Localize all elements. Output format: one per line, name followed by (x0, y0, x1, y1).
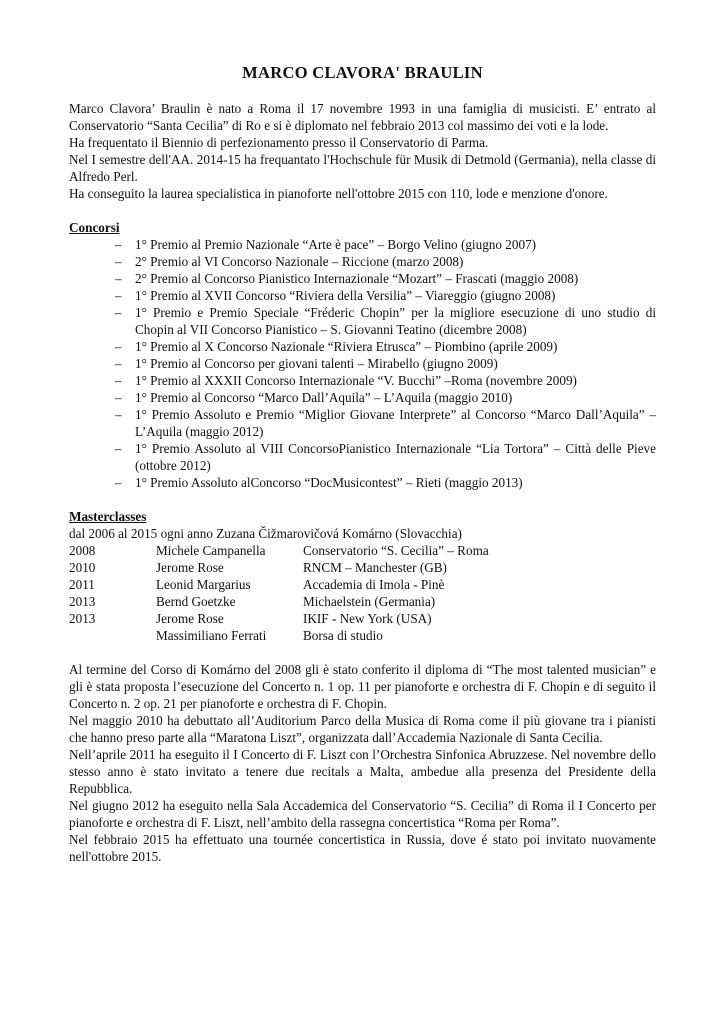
awards-list (69, 236, 656, 491)
year-cell: 2013 (69, 611, 96, 626)
award-item: – 1° Premio e Premio Speciale “Fréderic Chopin” per la migliore esecuzione di uno studio di Chopin al VII Concorso Pianistico – S. Giovanni Teatino (dicembre 2008) (115, 304, 656, 338)
table-row (69, 576, 489, 593)
award-item: – 1° Premio Assoluto e Premio “Miglior Giovane Interprete” al Concorso “Marco Dall’Aquila” – L’Aquila (maggio 2012) (115, 406, 656, 440)
masterclasses-section (69, 508, 656, 644)
year-cell: 2011 (69, 577, 95, 592)
spacer (69, 644, 656, 661)
table-row (69, 593, 489, 610)
page-title: MARCO CLAVORA' BRAULIN (242, 63, 483, 82)
masterclasses-intro: dal 2006 al 2015 ogni anno Zuzana Čižmarovičová Komárno (Slovacchia) (69, 526, 462, 541)
table-row (69, 610, 489, 627)
bio-paragraph: Ha conseguito la laurea specialistica in pianoforte nell'ottobre 2015 con 110, lode e menzione d'onore. (69, 186, 608, 201)
teacher-cell: Jerome Rose (156, 560, 224, 575)
teacher-cell: Massimiliano Ferrati (156, 628, 267, 643)
table-row (69, 627, 489, 644)
place-cell: RNCM – Manchester (GB) (303, 560, 447, 575)
career-paragraph: Nel giugno 2012 ha eseguito nella Sala Accademica del Conservatorio “S. Cecilia” di Roma il I Concerto per pianoforte e orchestra di F. Liszt, nell’ambito della rassegna concertistica “Roma per Roma”. (69, 798, 656, 830)
place-cell: Borsa di studio (303, 628, 383, 643)
award-item: – 1° Premio al Concorso “Marco Dall’Aquila” – L’Aquila (maggio 2010) (115, 389, 656, 406)
award-item: – 1° Premio al Concorso per giovani talenti – Mirabello (giugno 2009) (115, 355, 656, 372)
award-item: – 1° Premio al X Concorso Nazionale “Riviera Etrusca” – Piombino (aprile 2009) (115, 338, 656, 355)
place-cell: Michaelstein (Germania) (303, 594, 436, 609)
award-item: – 2° Premio al Concorso Pianistico Internazionale “Mozart” – Frascati (maggio 2008) (115, 270, 656, 287)
spacer (69, 202, 656, 219)
teacher-cell: Jerome Rose (156, 611, 224, 626)
table-row (69, 559, 489, 576)
career-paragraph: Nel maggio 2010 ha debuttato all’Auditorium Parco della Musica di Roma come il più giovane tra i pianisti che hanno preso parte alla “Maratona Liszt”, organizzata dall’Accademia Nazionale di Santa Cecilia. (69, 713, 656, 745)
bio-paragraph: Marco Clavora’ Braulin è nato a Roma il 17 novembre 1993 in una famiglia di musicisti. E’ entrato al Conservatorio “Santa Cecilia” di Ro e si è diplomato nel febbraio 2013 col massimo dei voti e la lode. (69, 101, 656, 133)
year-cell: 2008 (69, 543, 96, 558)
career-paragraph: Nel febbraio 2015 ha effettuato una tournée concertistica in Russia, dove é stato poi invitato nuovamente nell'ottobre 2015. (69, 832, 656, 864)
career-paragraph: Al termine del Corso di Komárno del 2008 gli è stato conferito il diploma di “The most talented musician” e gli è stata proposta l’esecuzione del Concerto n. 1 op. 11 per pianoforte e orchestra di F. Chopin e di seguito il Concerto n. 2 op. 21 per pianoforte e orchestra di F. Chopin. (69, 662, 656, 711)
concorsi-title: Concorsi (69, 220, 120, 235)
concorsi-section (69, 219, 656, 491)
teacher-cell: Bernd Goetzke (156, 594, 236, 609)
bio-paragraph: Nel I semestre dell'AA. 2014-15 ha frequantato l'Hochschule für Musik di Detmold (Germania), nella classe di Alfredo Perl. (69, 152, 656, 184)
place-cell: Accademia di Imola - Pinè (303, 577, 445, 592)
year-cell (69, 627, 156, 644)
spacer (69, 491, 656, 508)
teacher-cell: Michele Campanella (156, 543, 266, 558)
award-item: – 1° Premio al Premio Nazionale “Arte è pace” – Borgo Velino (giugno 2007) (115, 236, 656, 253)
career-section (69, 661, 656, 865)
year-cell: 2013 (69, 594, 96, 609)
career-paragraph: Nell’aprile 2011 ha eseguito il I Concerto di F. Liszt con l’Orchestra Sinfonica Abruzzese. Nel novembre dello stesso anno è stato invitato a tenere due recitals a Malta, ambedue alla presenza del Presidente della Repubblica. (69, 747, 656, 796)
masterclasses-table (69, 542, 489, 644)
place-cell: IKIF - New York (USA) (303, 611, 432, 626)
teacher-cell: Leonid Margarius (156, 577, 251, 592)
bio-paragraph: Ha frequentato il Biennio di perfezionamento presso il Conservatorio di Parma. (69, 135, 489, 150)
year-cell: 2010 (69, 560, 96, 575)
award-item: – 1° Premio Assoluto alConcorso “DocMusicontest” – Rieti (maggio 2013) (115, 474, 656, 491)
table-row (69, 542, 489, 559)
place-cell: Conservatorio “S. Cecilia” – Roma (303, 543, 489, 558)
award-item: – 1° Premio al XVII Concorso “Riviera della Versilia” – Viareggio (giugno 2008) (115, 287, 656, 304)
award-item: – 2° Premio al VI Concorso Nazionale – Riccione (marzo 2008) (115, 253, 656, 270)
award-item: – 1° Premio al XXXII Concorso Internazionale “V. Bucchi” –Roma (novembre 2009) (115, 372, 656, 389)
bio-section (69, 100, 656, 202)
award-item: – 1° Premio Assoluto al VIII ConcorsoPianistico Internazionale “Lia Tortora” – Città delle Pieve (ottobre 2012) (115, 440, 656, 474)
masterclasses-title: Masterclasses (69, 509, 147, 524)
